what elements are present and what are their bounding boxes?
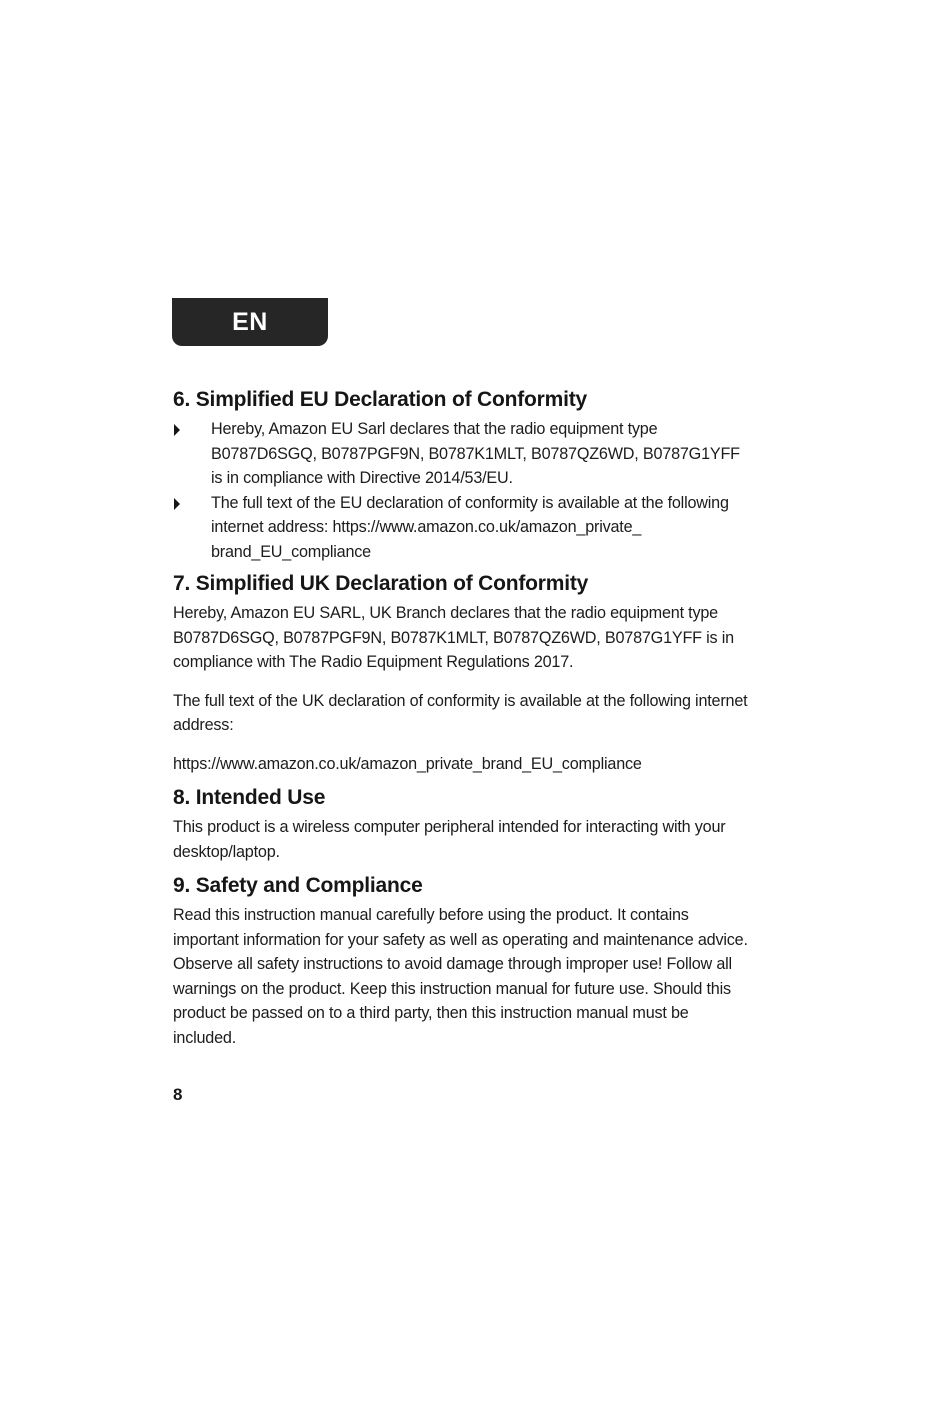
bullet-list: [173, 417, 753, 564]
section-safety-compliance: [173, 872, 753, 1050]
section-eu-declaration: [173, 386, 753, 564]
page-number: 8: [173, 1085, 183, 1104]
paragraph: Hereby, Amazon EU SARL, UK Branch declares that the radio equipment type B0787D6SGQ, B0787PGF9N, B0787K1MLT, B0787QZ6WD, B0787G1YFF is in compliance with The Radio Equipment Regulations 2017.: [173, 604, 734, 671]
paragraph: Read this instruction manual carefully before using the product. It contains important information for your safety as well as operating and maintenance advice. Observe all safety instructions to avoid damage through improper use! Follow all warnings on the product. Keep this instruction manual for future use. Should this product be passed on to a third party, then this instruction manual must be included.: [173, 906, 748, 1047]
triangle-bullet-icon: [174, 498, 180, 510]
language-tab-label: EN: [232, 307, 268, 336]
compliance-url: https://www.amazon.co.uk/amazon_private_brand_EU_compliance: [173, 754, 642, 773]
list-item-text: The full text of the EU declaration of conformity is available at the following internet address: https://www.amazon.co.uk/amazon_private_ brand_EU_compliance: [211, 493, 729, 561]
page-content: [173, 386, 753, 1050]
section-heading: 9. Safety and Compliance: [173, 874, 423, 897]
list-item: [173, 417, 753, 491]
triangle-bullet-icon: [174, 424, 180, 436]
section-heading: 8. Intended Use: [173, 786, 326, 809]
list-item-text: Hereby, Amazon EU Sarl declares that the radio equipment type B0787D6SGQ, B0787PGF9N, B0787K1MLT, B0787QZ6WD, B0787G1YFF is in compliance with Directive 2014/53/EU.: [211, 420, 740, 487]
list-item: [173, 491, 753, 565]
section-heading: 6. Simplified EU Declaration of Conformity: [173, 388, 587, 411]
section-uk-declaration: [173, 570, 753, 776]
paragraph: The full text of the UK declaration of conformity is available at the following internet address:: [173, 691, 748, 734]
section-heading: 7. Simplified UK Declaration of Conformity: [173, 572, 589, 595]
paragraph: This product is a wireless computer peripheral intended for interacting with your desktop/laptop.: [173, 818, 726, 861]
section-intended-use: [173, 784, 753, 864]
language-tab: [172, 298, 328, 346]
